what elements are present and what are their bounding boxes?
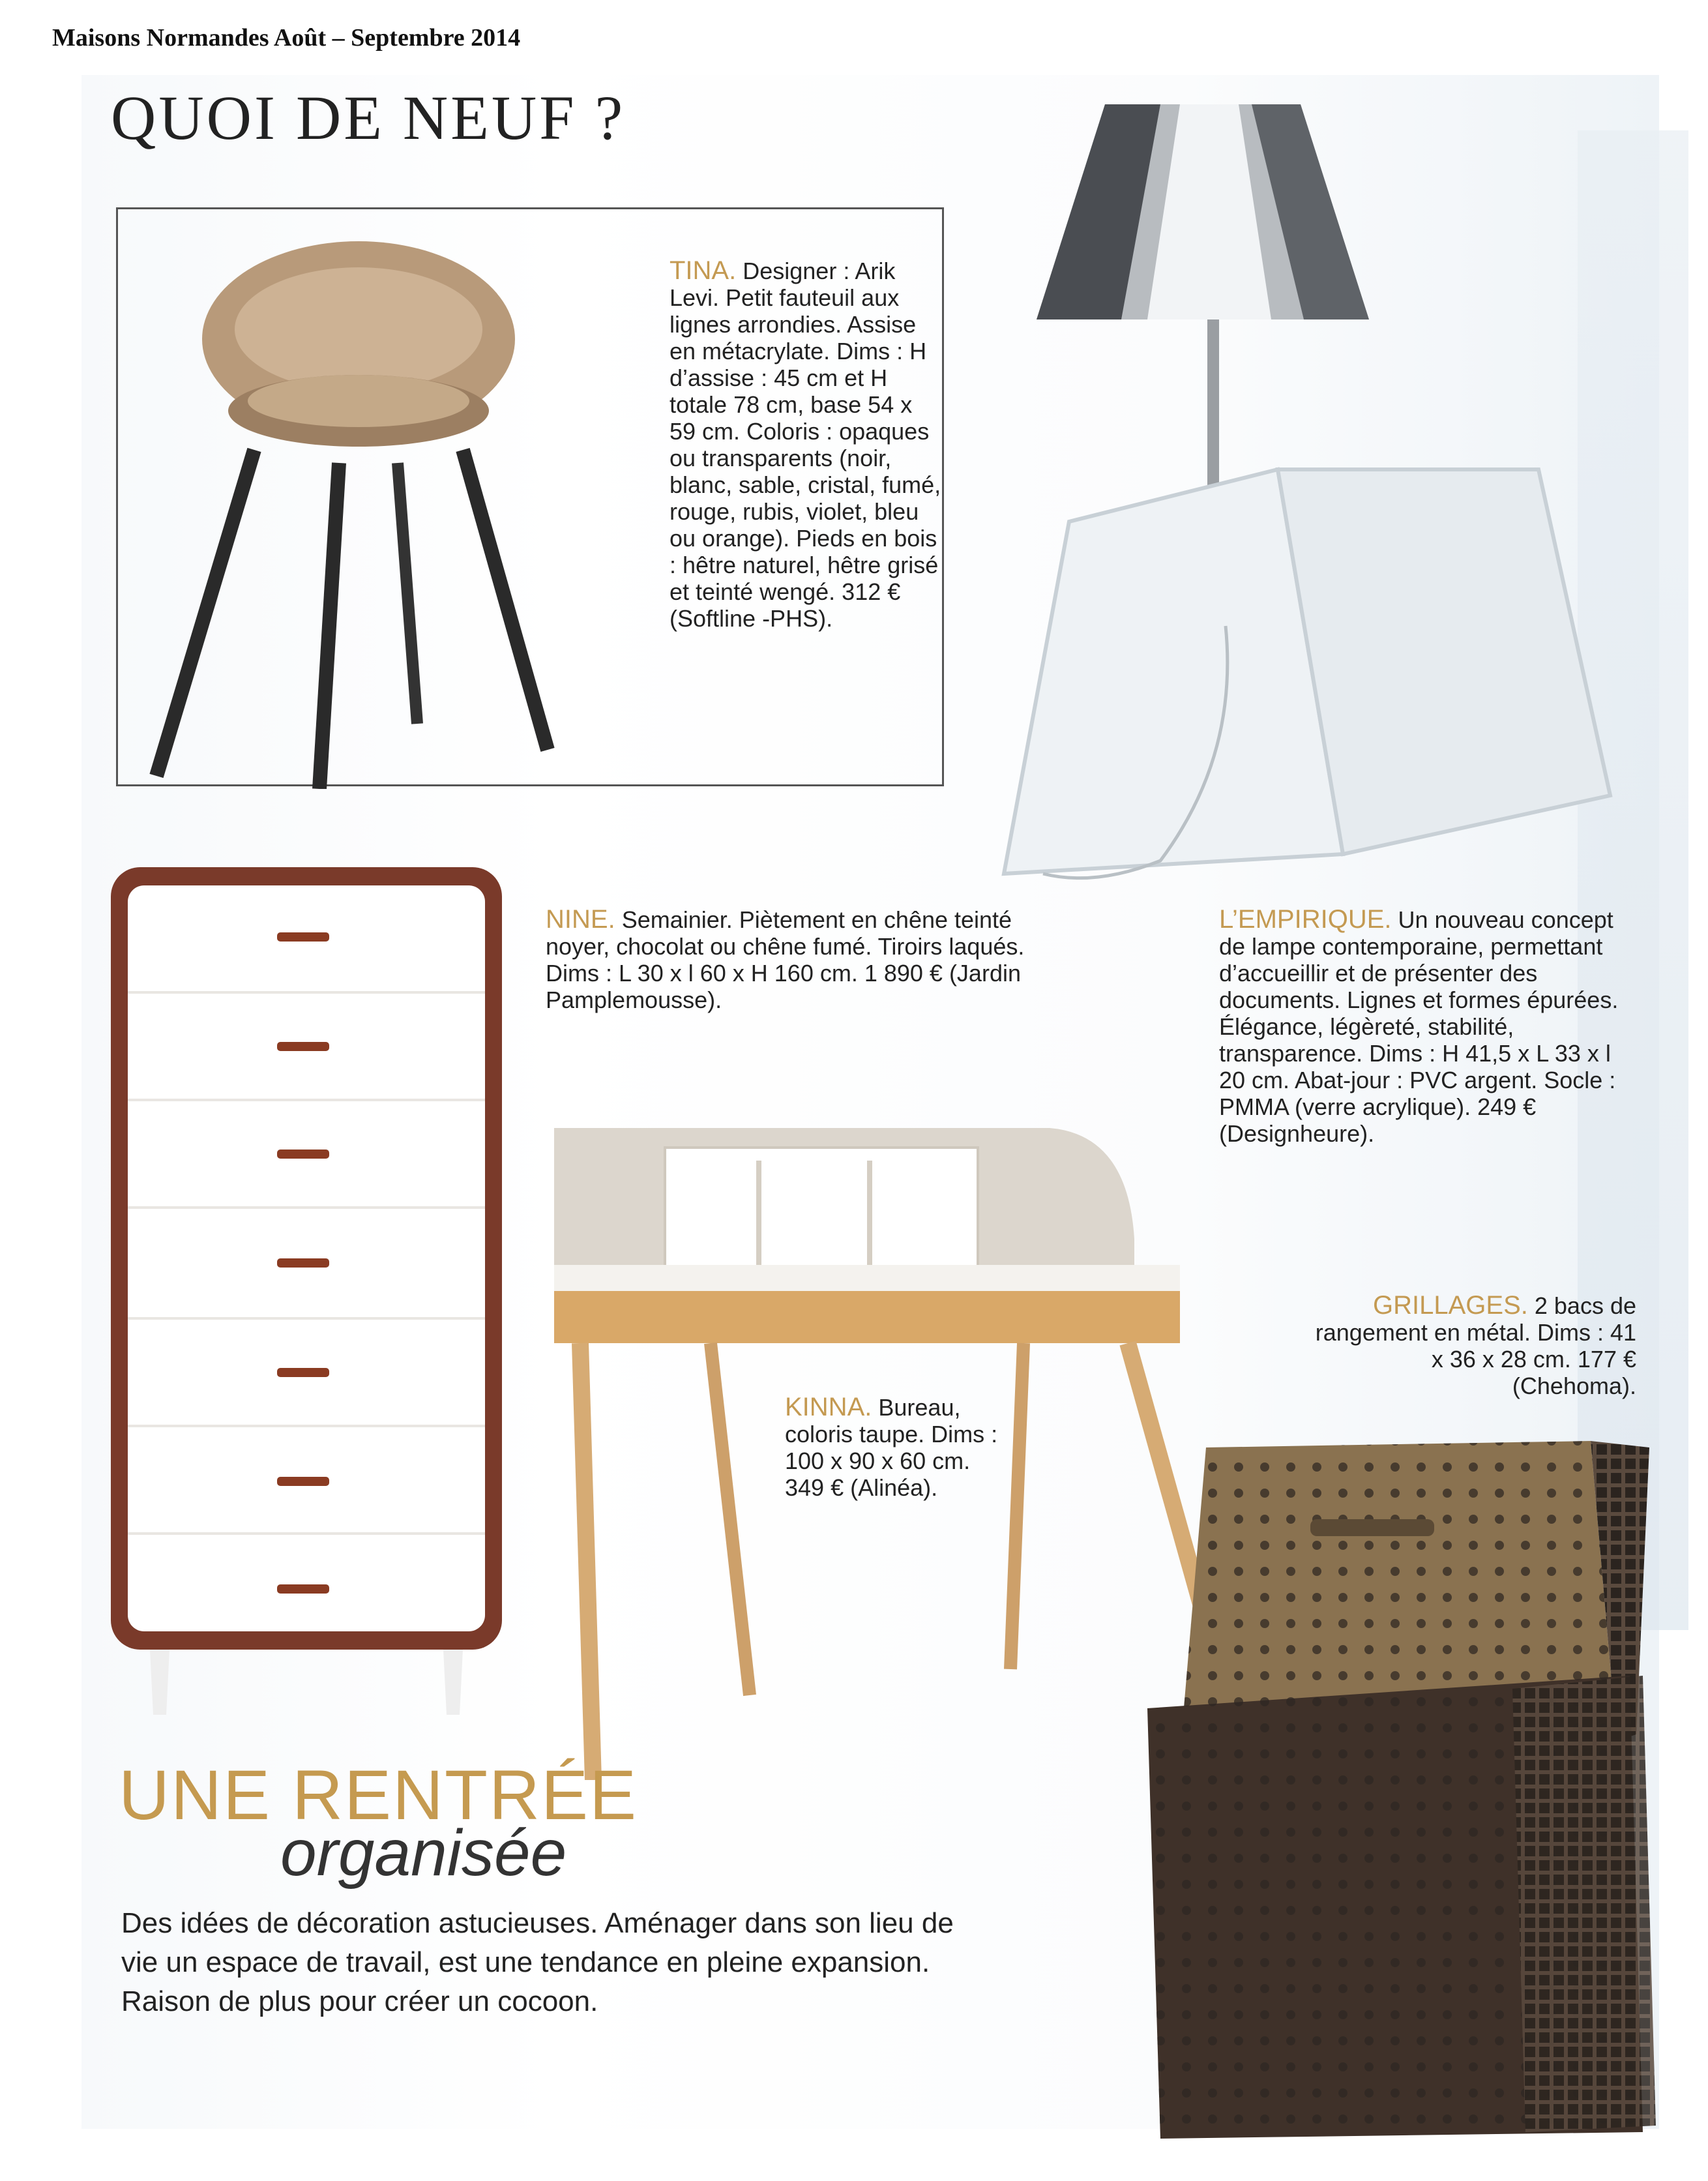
lamp-image	[965, 104, 1649, 900]
chair-image	[124, 215, 645, 789]
kinna-caption	[785, 1394, 1000, 1501]
nine-description: Semainier. Piètement en chêne teinté noyer, chocolat ou chêne fumé. Tiroirs laqués. Dims : L 30 x l 60 x H 160 cm. 1 890 € (Jardin Pamplemousse).	[546, 906, 1025, 1013]
baskets-image	[1121, 1428, 1662, 2145]
feature-intro: Des idées de décoration astucieuses. Aménager dans son lieu de vie un espace de travail, est une tendance en pleine expansion. Raison de plus pour créer un cocoon.	[121, 1907, 954, 2017]
tina-name: TINA.	[670, 256, 737, 285]
section-title: QUOI DE NEUF ?	[111, 83, 626, 153]
grillages-name: GRILLAGES.	[1372, 1291, 1528, 1320]
dresser-image	[104, 867, 508, 1728]
nine-caption	[546, 906, 1041, 1013]
grillages-description: 2 bacs de rangement en métal. Dims : 41 x 36 x 28 cm. 177 € (Chehoma).	[1315, 1292, 1636, 1399]
grillages-caption	[1304, 1292, 1636, 1399]
publication-header: Maisons Normandes Août – Septembre 2014	[52, 24, 521, 52]
tina-description: Designer : Arik Levi. Petit fauteuil aux lignes arrondies. Assise en métacrylate. Dims : H d’assise : 45 cm et H totale 78 cm, base 54 x 59 cm. Coloris : opaques ou transparents (noir, blanc, sable, cristal, fumé, rouge, rubis, violet, bleu ou orange). Pieds en bois : hêtre naturel, hêtre grisé et teinté wengé. 312 € (Softline -PHS).	[670, 258, 941, 632]
empirique-name: L’EMPIRIQUE.	[1219, 905, 1392, 934]
kinna-name: KINNA.	[785, 1393, 872, 1421]
feature-subheadline: organisée	[280, 1817, 567, 1890]
tina-caption	[670, 258, 943, 632]
kinna-description: Bureau, coloris taupe. Dims : 100 x 90 x 60 cm. 349 € (Alinéa).	[785, 1394, 998, 1501]
empirique-description: Un nouveau concept de lampe contemporaine, permettant d’accueillir et de présenter des documents. Lignes et formes épurées. Élégance, légèreté, stabilité, transparence. Dims : H 41,5 x L 33 x l 20 cm. Abat-jour : PVC argent. Socle : PMMA (verre acrylique). 249 € (Designheure).	[1219, 906, 1619, 1147]
empirique-caption	[1219, 906, 1636, 1147]
nine-name: NINE.	[546, 905, 615, 934]
feature-headline: UNE RENTRÉE	[119, 1755, 638, 1834]
